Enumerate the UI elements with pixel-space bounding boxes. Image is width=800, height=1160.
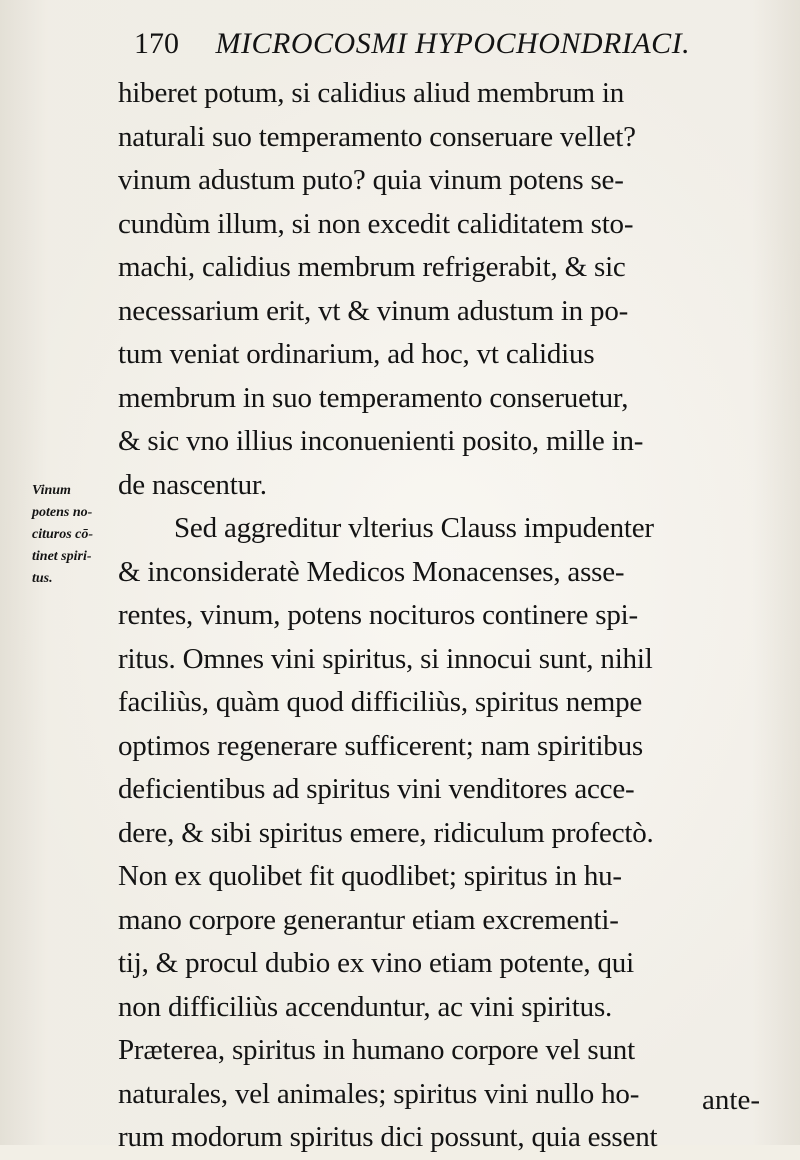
text-line: tum veniat ordinarium, ad hoc, vt calidius [118, 338, 595, 370]
text-line: non difficiliùs accenduntur, ac vini spiritus. [118, 990, 613, 1023]
running-title: MICROCOSMI HYPOCHONDRIACI. [215, 27, 691, 60]
text-line: tij, & procul dubio ex vino etiam potente, qui [118, 947, 634, 979]
text-line: cundùm illum, si non excedit caliditatem sto- [118, 207, 634, 240]
text-line: deficientibus ad spiritus vini venditores acce- [118, 773, 635, 805]
text-line: machi, calidius membrum refrigerabit, & sic [118, 251, 626, 283]
text-line: rum modorum spiritus dici possunt, quia essent [118, 1121, 658, 1153]
text-line: naturali suo temperamento conseruare vellet? [118, 120, 636, 153]
text-line: dere, & sibi spiritus emere, ridiculum profectò. [118, 816, 654, 849]
running-head [134, 22, 774, 66]
margin-note-line: Vinum [32, 483, 71, 498]
page-number: 170 [134, 27, 179, 60]
text-line: vinum adustum puto? quia vinum potens se- [118, 164, 624, 196]
text-line: faciliùs, quàm quod difficiliùs, spiritus nempe [118, 686, 643, 718]
text-line: de nascentur. [118, 468, 267, 501]
margin-note-line: tinet spiri- [32, 549, 92, 564]
text-line: hiberet potum, si calidius aliud membrum in [118, 77, 625, 109]
text-line: Non ex quolibet fit quodlibet; spiritus in hu- [118, 860, 622, 892]
text-line: naturales, vel animales; spiritus vini nullo ho- [118, 1077, 640, 1110]
margin-note-line: cituros cō- [32, 527, 94, 542]
margin-note [32, 480, 124, 590]
text-line: rentes, vinum, potens nocituros continere spi- [118, 599, 638, 631]
text-line: membrum in suo temperamento conseruetur, [118, 381, 629, 414]
margin-note-line: potens no- [32, 505, 93, 520]
text-line: Præterea, spiritus in humano corpore vel sunt [118, 1034, 635, 1066]
margin-note-line: tus. [32, 571, 53, 586]
body-text [118, 72, 778, 1160]
text-line: optimos regenerare sufficerent; nam spiritibus [118, 729, 643, 762]
catchword: ante- [702, 1084, 760, 1116]
text-line: ritus. Omnes vini spiritus, si innocui sunt, nihil [118, 642, 653, 675]
page-footer [118, 1078, 778, 1122]
text-line: & inconsideratè Medicos Monacenses, asse- [118, 555, 625, 588]
paragraph-start-line: Sed aggreditur vlterius Clauss impudenter [174, 512, 654, 544]
text-line: mano corpore generantur etiam excrementi- [118, 903, 619, 936]
text-line: & sic vno illius inconuenienti posito, mille in- [118, 425, 644, 457]
text-line: necessarium erit, vt & vinum adustum in po- [118, 294, 629, 327]
